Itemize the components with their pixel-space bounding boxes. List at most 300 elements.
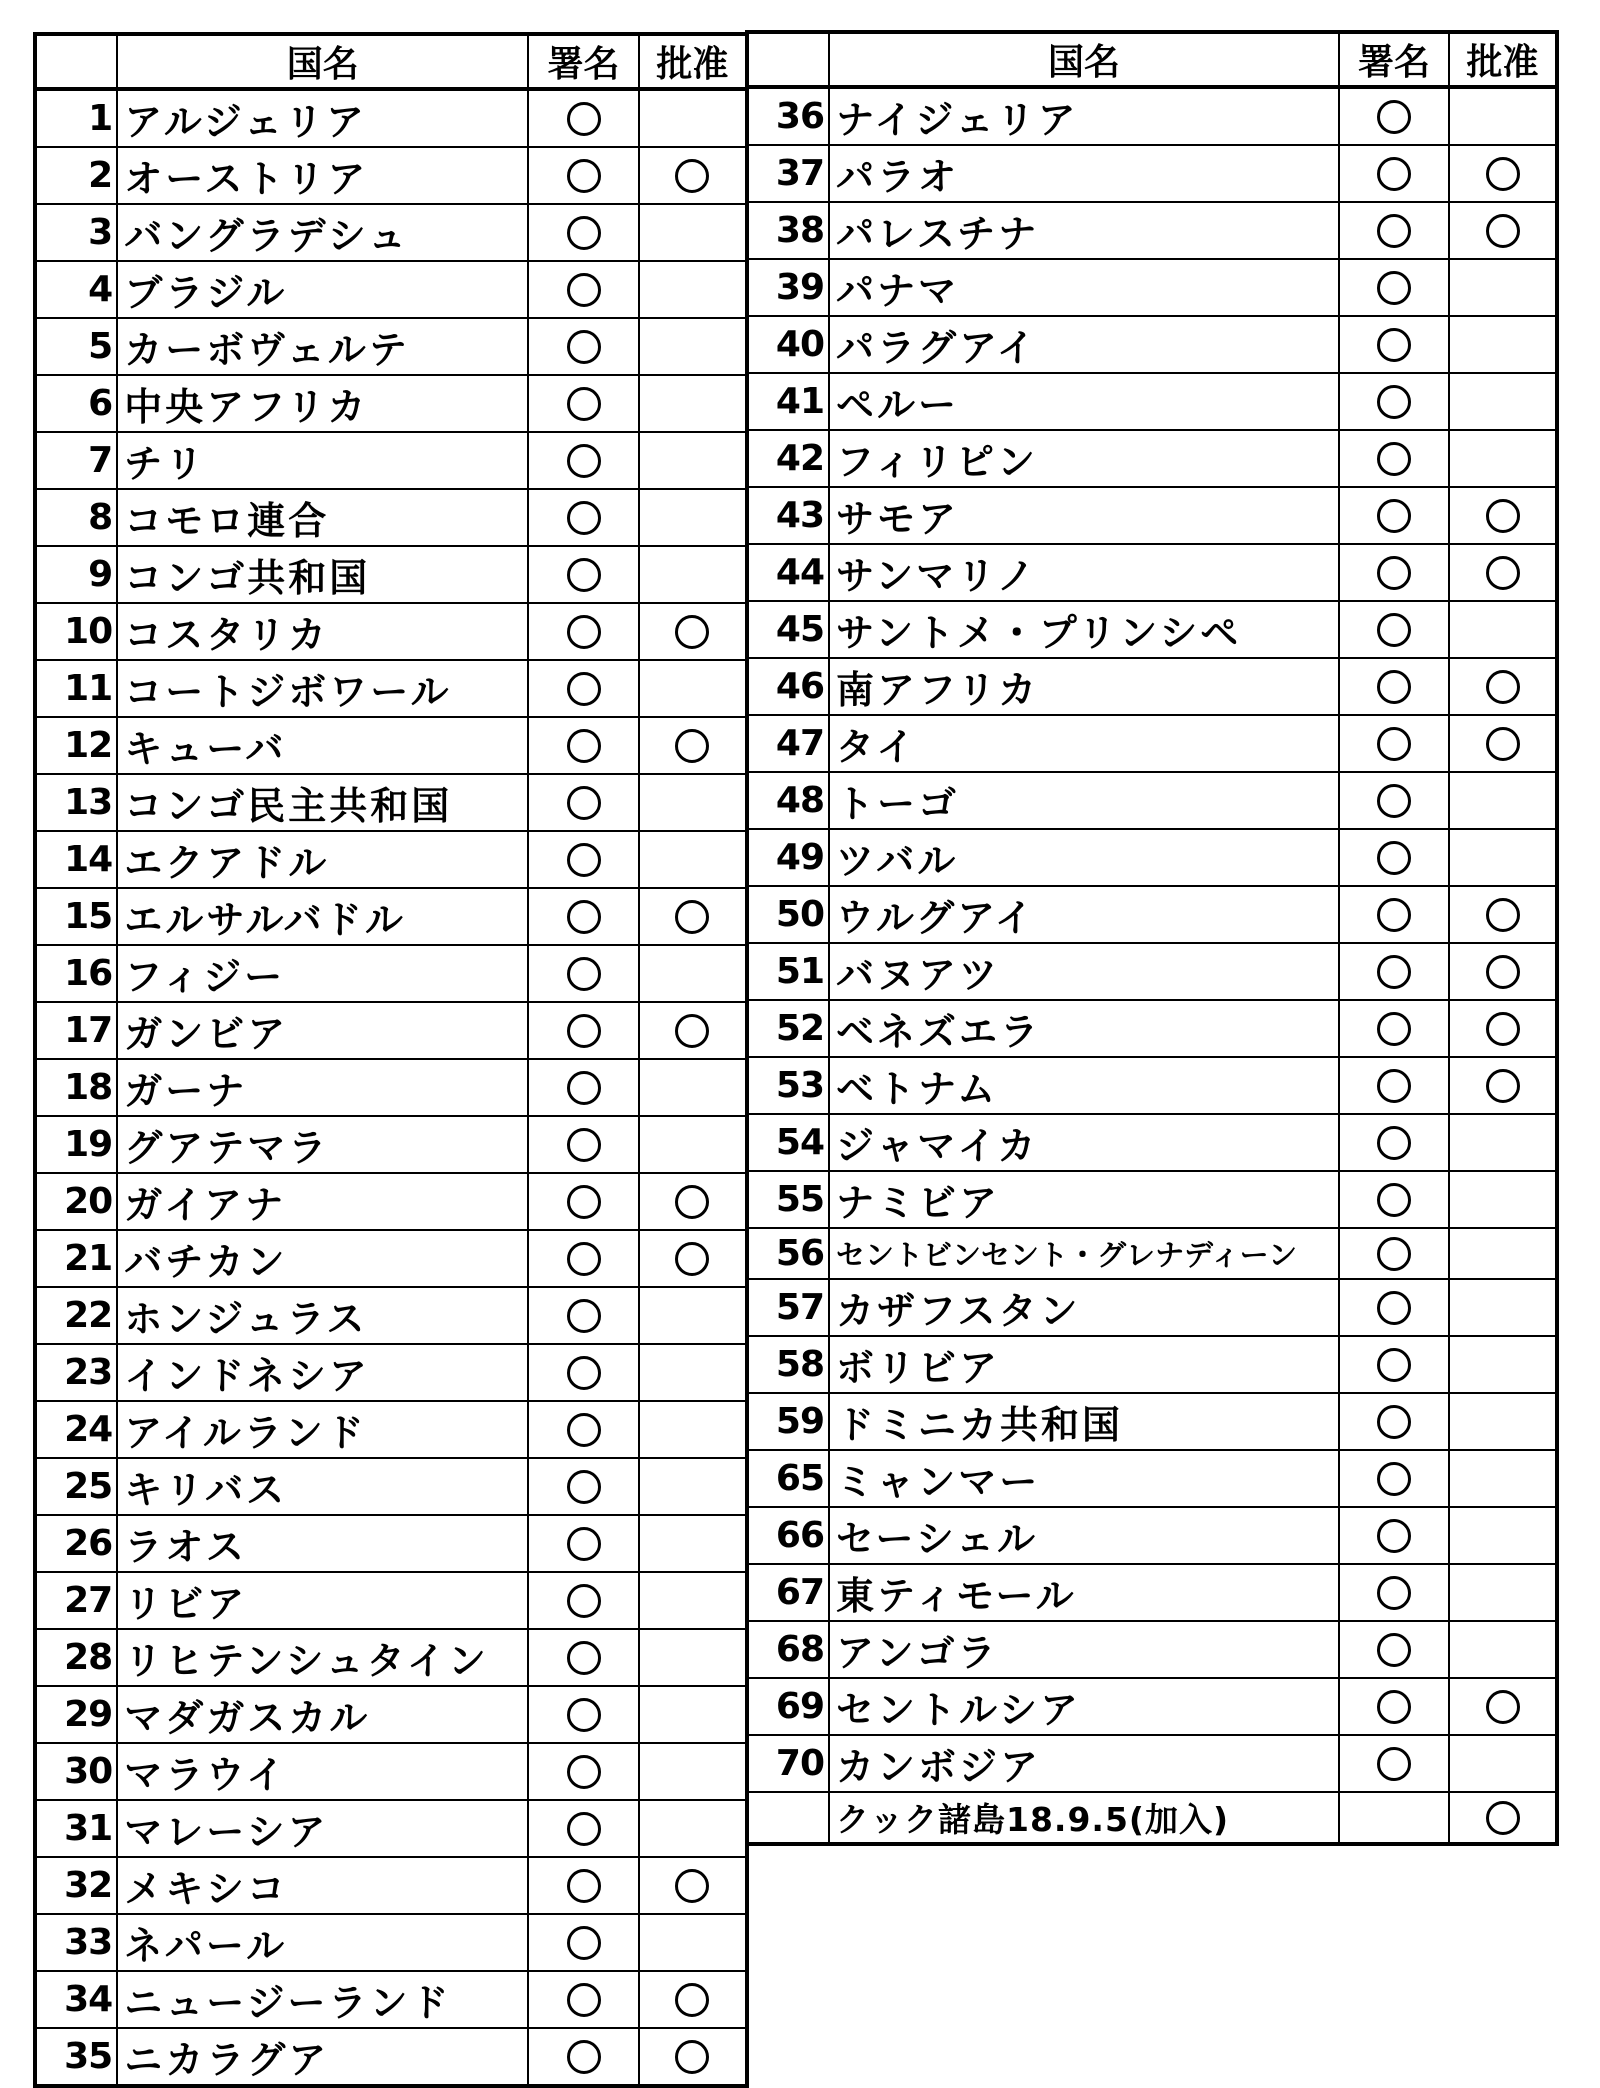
ratified-cell: [1449, 1792, 1557, 1844]
ratified-cell: [639, 603, 747, 660]
table-row: [747, 1114, 1557, 1171]
signed-circle-mark: [1377, 1576, 1411, 1610]
table-row: [35, 1401, 747, 1458]
country-name: フィジー: [117, 945, 528, 1002]
signed-circle-mark: [567, 843, 601, 877]
signed-cell: [1339, 1507, 1449, 1564]
signed-cell: [1339, 1336, 1449, 1393]
ratified-cell: [1449, 316, 1557, 373]
signed-cell: [1339, 1228, 1449, 1279]
table-row: [35, 1686, 747, 1743]
row-number: 52: [747, 1000, 829, 1057]
signed-circle-mark: [567, 1413, 601, 1447]
row-number: 9: [35, 546, 117, 603]
signed-cell: [1339, 1057, 1449, 1114]
signed-circle-mark: [567, 1185, 601, 1219]
signed-circle-mark: [1377, 955, 1411, 989]
signed-circle-mark: [1377, 1462, 1411, 1496]
signed-circle-mark: [567, 1071, 601, 1105]
signed-cell: [528, 89, 638, 147]
table-row: [747, 829, 1557, 886]
ratified-cell: [639, 375, 747, 432]
country-name: アイルランド: [117, 1401, 528, 1458]
signed-cell: [528, 945, 638, 1002]
table-row: [35, 1458, 747, 1515]
signed-circle-mark: [567, 1470, 601, 1504]
ratified-cell: [1449, 1228, 1557, 1279]
table-row: [35, 261, 747, 318]
header-signed: 署名: [1339, 32, 1449, 87]
row-number: 11: [35, 660, 117, 717]
country-name: マダガスカル: [117, 1686, 528, 1743]
row-number: 26: [35, 1515, 117, 1572]
signed-cell: [1339, 1792, 1449, 1844]
ratified-circle-mark: [675, 900, 709, 934]
row-number: 37: [747, 145, 829, 202]
ratified-cell: [639, 1800, 747, 1857]
signed-circle-mark: [1377, 841, 1411, 875]
left-country-table: [33, 32, 749, 2088]
country-name: ミャンマー: [829, 1450, 1339, 1507]
signed-circle-mark: [567, 1299, 601, 1333]
table-row: [747, 259, 1557, 316]
signed-cell: [528, 831, 638, 888]
country-name: バヌアツ: [829, 943, 1339, 1000]
signed-cell: [528, 2028, 638, 2086]
ratified-cell: [1449, 715, 1557, 772]
country-name: パナマ: [829, 259, 1339, 316]
ratified-cell: [639, 89, 747, 147]
ratified-cell: [639, 147, 747, 204]
row-number: 8: [35, 489, 117, 546]
table-row: [35, 375, 747, 432]
ratified-cell: [639, 1572, 747, 1629]
ratified-cell: [639, 1344, 747, 1401]
table-row: [35, 1230, 747, 1287]
signed-circle-mark: [1377, 157, 1411, 191]
ratified-circle-mark: [1486, 898, 1520, 932]
signed-cell: [528, 1173, 638, 1230]
signed-cell: [1339, 1621, 1449, 1678]
country-name: コンゴ民主共和国: [117, 774, 528, 831]
row-number: 65: [747, 1450, 829, 1507]
ratified-cell: [639, 1458, 747, 1515]
table-row: [747, 1678, 1557, 1735]
signed-circle-mark: [1377, 1183, 1411, 1217]
signed-cell: [1339, 715, 1449, 772]
ratified-cell: [639, 432, 747, 489]
row-number: [747, 1792, 829, 1844]
table-row: [747, 1564, 1557, 1621]
signed-cell: [528, 1458, 638, 1515]
ratified-cell: [1449, 1000, 1557, 1057]
ratified-cell: [639, 1686, 747, 1743]
signed-circle-mark: [567, 1698, 601, 1732]
country-name: チリ: [117, 432, 528, 489]
table-row: [35, 660, 747, 717]
ratified-cell: [1449, 1393, 1557, 1450]
table-row: [747, 943, 1557, 1000]
signed-cell: [1339, 544, 1449, 601]
table-row: [747, 658, 1557, 715]
signed-circle-mark: [567, 786, 601, 820]
ratified-cell: [639, 1515, 747, 1572]
signed-circle-mark: [567, 1014, 601, 1048]
row-number: 42: [747, 430, 829, 487]
table-row: [35, 147, 747, 204]
right-table-body: [747, 32, 1557, 1844]
ratified-cell: [1449, 1621, 1557, 1678]
row-number: 56: [747, 1228, 829, 1279]
signed-circle-mark: [1377, 1126, 1411, 1160]
ratified-circle-mark: [675, 615, 709, 649]
row-number: 39: [747, 259, 829, 316]
row-number: 18: [35, 1059, 117, 1116]
signed-cell: [528, 489, 638, 546]
signed-cell: [528, 1572, 638, 1629]
country-name: ホンジュラス: [117, 1287, 528, 1344]
signed-circle-mark: [1377, 1690, 1411, 1724]
table-row: [35, 2028, 747, 2086]
signed-circle-mark: [1377, 670, 1411, 704]
ratified-circle-mark: [675, 159, 709, 193]
country-name: 中央アフリカ: [117, 375, 528, 432]
signed-cell: [1339, 886, 1449, 943]
row-number: 36: [747, 87, 829, 145]
ratified-cell: [639, 1857, 747, 1914]
row-number: 51: [747, 943, 829, 1000]
signed-cell: [528, 432, 638, 489]
row-number: 10: [35, 603, 117, 660]
row-number: 41: [747, 373, 829, 430]
country-name: ナイジェリア: [829, 87, 1339, 145]
ratified-circle-mark: [675, 1014, 709, 1048]
signed-cell: [528, 546, 638, 603]
row-number: 2: [35, 147, 117, 204]
signed-cell: [528, 1059, 638, 1116]
ratified-cell: [1449, 1336, 1557, 1393]
ratified-cell: [1449, 1057, 1557, 1114]
ratified-cell: [1449, 430, 1557, 487]
row-number: 38: [747, 202, 829, 259]
ratified-circle-mark: [1486, 1012, 1520, 1046]
ratified-cell: [1449, 259, 1557, 316]
row-number: 14: [35, 831, 117, 888]
ratified-cell: [639, 1059, 747, 1116]
signed-cell: [1339, 430, 1449, 487]
header-signed: 署名: [528, 34, 638, 89]
signed-cell: [528, 204, 638, 261]
ratified-circle-mark: [675, 1185, 709, 1219]
table-row: [35, 603, 747, 660]
row-number: 67: [747, 1564, 829, 1621]
ratified-cell: [1449, 1450, 1557, 1507]
signed-cell: [528, 375, 638, 432]
row-number: 7: [35, 432, 117, 489]
country-name: セントビンセント・グレナディーン: [829, 1228, 1339, 1279]
left-header-row: [35, 34, 747, 89]
ratified-cell: [639, 2028, 747, 2086]
signed-circle-mark: [1377, 1348, 1411, 1382]
ratified-cell: [639, 888, 747, 945]
signed-circle-mark: [1377, 727, 1411, 761]
ratified-cell: [1449, 1171, 1557, 1228]
signed-cell: [528, 1287, 638, 1344]
table-row: [35, 1629, 747, 1686]
row-number: 12: [35, 717, 117, 774]
signed-cell: [528, 1971, 638, 2028]
ratified-circle-mark: [675, 729, 709, 763]
signed-cell: [1339, 145, 1449, 202]
ratified-cell: [1449, 1507, 1557, 1564]
country-name: コンゴ共和国: [117, 546, 528, 603]
country-name: ガンビア: [117, 1002, 528, 1059]
ratified-circle-mark: [1486, 1801, 1520, 1835]
country-name: インドネシア: [117, 1344, 528, 1401]
signed-cell: [1339, 601, 1449, 658]
row-number: 30: [35, 1743, 117, 1800]
ratified-cell: [1449, 1678, 1557, 1735]
table-row: [747, 373, 1557, 430]
row-number: 25: [35, 1458, 117, 1515]
signed-circle-mark: [567, 1869, 601, 1903]
row-number: 5: [35, 318, 117, 375]
signed-circle-mark: [567, 1128, 601, 1162]
header-country-name: 国名: [829, 32, 1339, 87]
country-name: ニュージーランド: [117, 1971, 528, 2028]
country-name: エクアドル: [117, 831, 528, 888]
signed-cell: [1339, 829, 1449, 886]
row-number: 43: [747, 487, 829, 544]
table-row: [35, 1971, 747, 2028]
table-row: [747, 1171, 1557, 1228]
signed-circle-mark: [567, 957, 601, 991]
row-number: 28: [35, 1629, 117, 1686]
signed-circle-mark: [567, 1812, 601, 1846]
ratified-cell: [1449, 373, 1557, 430]
table-row: [35, 318, 747, 375]
signed-circle-mark: [1377, 1405, 1411, 1439]
signed-circle-mark: [1377, 1519, 1411, 1553]
signed-cell: [528, 1743, 638, 1800]
signed-circle-mark: [1377, 499, 1411, 533]
ratified-cell: [1449, 1735, 1557, 1792]
country-name: コートジボワール: [117, 660, 528, 717]
row-number: 35: [35, 2028, 117, 2086]
ratified-circle-mark: [1486, 157, 1520, 191]
country-name: ベトナム: [829, 1057, 1339, 1114]
country-name: キリバス: [117, 1458, 528, 1515]
row-number: 22: [35, 1287, 117, 1344]
row-number: 32: [35, 1857, 117, 1914]
table-row: [747, 1336, 1557, 1393]
ratified-cell: [1449, 943, 1557, 1000]
ratified-cell: [639, 204, 747, 261]
row-number: 17: [35, 1002, 117, 1059]
signed-cell: [528, 1515, 638, 1572]
table-row: [35, 717, 747, 774]
row-number: 47: [747, 715, 829, 772]
signed-cell: [528, 1002, 638, 1059]
row-number: 59: [747, 1393, 829, 1450]
row-number: 31: [35, 1800, 117, 1857]
country-name: メキシコ: [117, 1857, 528, 1914]
ratified-cell: [1449, 1564, 1557, 1621]
signed-circle-mark: [567, 102, 601, 136]
signed-cell: [528, 888, 638, 945]
ratified-cell: [639, 1173, 747, 1230]
signed-circle-mark: [567, 672, 601, 706]
table-row: [35, 1743, 747, 1800]
table-row: [747, 772, 1557, 829]
country-name: タイ: [829, 715, 1339, 772]
table-row: [35, 1572, 747, 1629]
signed-circle-mark: [1377, 1291, 1411, 1325]
row-number: 1: [35, 89, 117, 147]
table-row: [747, 1279, 1557, 1336]
signed-cell: [528, 1401, 638, 1458]
ratified-cell: [639, 1629, 747, 1686]
country-name: フィリピン: [829, 430, 1339, 487]
table-row: [747, 1450, 1557, 1507]
signed-cell: [1339, 1564, 1449, 1621]
country-name: クック諸島18.9.5(加入): [829, 1792, 1339, 1844]
ratified-cell: [639, 1401, 747, 1458]
country-name: ツバル: [829, 829, 1339, 886]
country-name: ニカラグア: [117, 2028, 528, 2086]
signed-cell: [528, 774, 638, 831]
ratified-cell: [1449, 772, 1557, 829]
signed-cell: [528, 1629, 638, 1686]
signed-circle-mark: [1377, 898, 1411, 932]
signed-circle-mark: [1377, 328, 1411, 362]
header-number-blank: [35, 34, 117, 89]
signed-circle-mark: [1377, 1633, 1411, 1667]
ratified-circle-mark: [675, 1242, 709, 1276]
signed-cell: [1339, 658, 1449, 715]
country-name: セントルシア: [829, 1678, 1339, 1735]
row-number: 3: [35, 204, 117, 261]
table-row: [35, 489, 747, 546]
table-row: [35, 1116, 747, 1173]
signed-cell: [528, 660, 638, 717]
row-number: 68: [747, 1621, 829, 1678]
signed-cell: [1339, 943, 1449, 1000]
signed-cell: [1339, 259, 1449, 316]
country-name: オーストリア: [117, 147, 528, 204]
table-row: [747, 1735, 1557, 1792]
ratified-cell: [639, 546, 747, 603]
signed-cell: [1339, 1735, 1449, 1792]
signed-circle-mark: [1377, 556, 1411, 590]
country-name: パレスチナ: [829, 202, 1339, 259]
country-name: ガーナ: [117, 1059, 528, 1116]
country-name: カザフスタン: [829, 1279, 1339, 1336]
signed-cell: [528, 1230, 638, 1287]
ratified-circle-mark: [1486, 670, 1520, 704]
row-number: 48: [747, 772, 829, 829]
signed-cell: [528, 1800, 638, 1857]
ratified-circle-mark: [675, 1869, 709, 1903]
table-row: [35, 1173, 747, 1230]
country-name: アンゴラ: [829, 1621, 1339, 1678]
signed-cell: [528, 1116, 638, 1173]
table-row: [35, 546, 747, 603]
ratified-cell: [639, 717, 747, 774]
left-table-body: [35, 34, 747, 2086]
ratified-cell: [1449, 202, 1557, 259]
ratified-cell: [1449, 658, 1557, 715]
signed-cell: [1339, 1678, 1449, 1735]
country-name: サントメ・プリンシペ: [829, 601, 1339, 658]
country-name: ナミビア: [829, 1171, 1339, 1228]
ratified-cell: [639, 489, 747, 546]
country-name: マレーシア: [117, 1800, 528, 1857]
country-name: リヒテンシュタイン: [117, 1629, 528, 1686]
signed-circle-mark: [567, 558, 601, 592]
country-name: パラグアイ: [829, 316, 1339, 373]
ratified-circle-mark: [675, 2040, 709, 2074]
table-row: [747, 1057, 1557, 1114]
row-number: 55: [747, 1171, 829, 1228]
row-number: 50: [747, 886, 829, 943]
signed-cell: [1339, 373, 1449, 430]
table-row: [35, 831, 747, 888]
row-number: 45: [747, 601, 829, 658]
table-row: [747, 1507, 1557, 1564]
signed-cell: [1339, 1279, 1449, 1336]
signed-cell: [1339, 202, 1449, 259]
header-ratified: 批准: [639, 34, 747, 89]
signed-circle-mark: [1377, 784, 1411, 818]
signed-circle-mark: [567, 273, 601, 307]
signed-circle-mark: [567, 1755, 601, 1789]
country-name: キューバ: [117, 717, 528, 774]
table-row: [35, 774, 747, 831]
row-number: 6: [35, 375, 117, 432]
country-name: リビア: [117, 1572, 528, 1629]
signed-cell: [1339, 772, 1449, 829]
country-name: ウルグアイ: [829, 886, 1339, 943]
country-name: セーシェル: [829, 1507, 1339, 1564]
signed-circle-mark: [567, 729, 601, 763]
row-number: 57: [747, 1279, 829, 1336]
signed-circle-mark: [1377, 1069, 1411, 1103]
signed-circle-mark: [567, 1527, 601, 1561]
ratified-circle-mark: [1486, 727, 1520, 761]
row-number: 15: [35, 888, 117, 945]
country-name: ガイアナ: [117, 1173, 528, 1230]
signed-circle-mark: [567, 1641, 601, 1675]
signed-cell: [1339, 1171, 1449, 1228]
signed-circle-mark: [567, 216, 601, 250]
row-number: 54: [747, 1114, 829, 1171]
table-row: [35, 1287, 747, 1344]
header-country-name: 国名: [117, 34, 528, 89]
country-name: ベネズエラ: [829, 1000, 1339, 1057]
country-name: バングラデシュ: [117, 204, 528, 261]
table-row: [747, 886, 1557, 943]
country-name: トーゴ: [829, 772, 1339, 829]
table-row: [35, 1515, 747, 1572]
table-row: [35, 89, 747, 147]
country-name: マラウイ: [117, 1743, 528, 1800]
country-name: サンマリノ: [829, 544, 1339, 601]
ratified-cell: [639, 1230, 747, 1287]
ratified-cell: [639, 945, 747, 1002]
signed-circle-mark: [567, 1926, 601, 1960]
ratified-circle-mark: [1486, 556, 1520, 590]
